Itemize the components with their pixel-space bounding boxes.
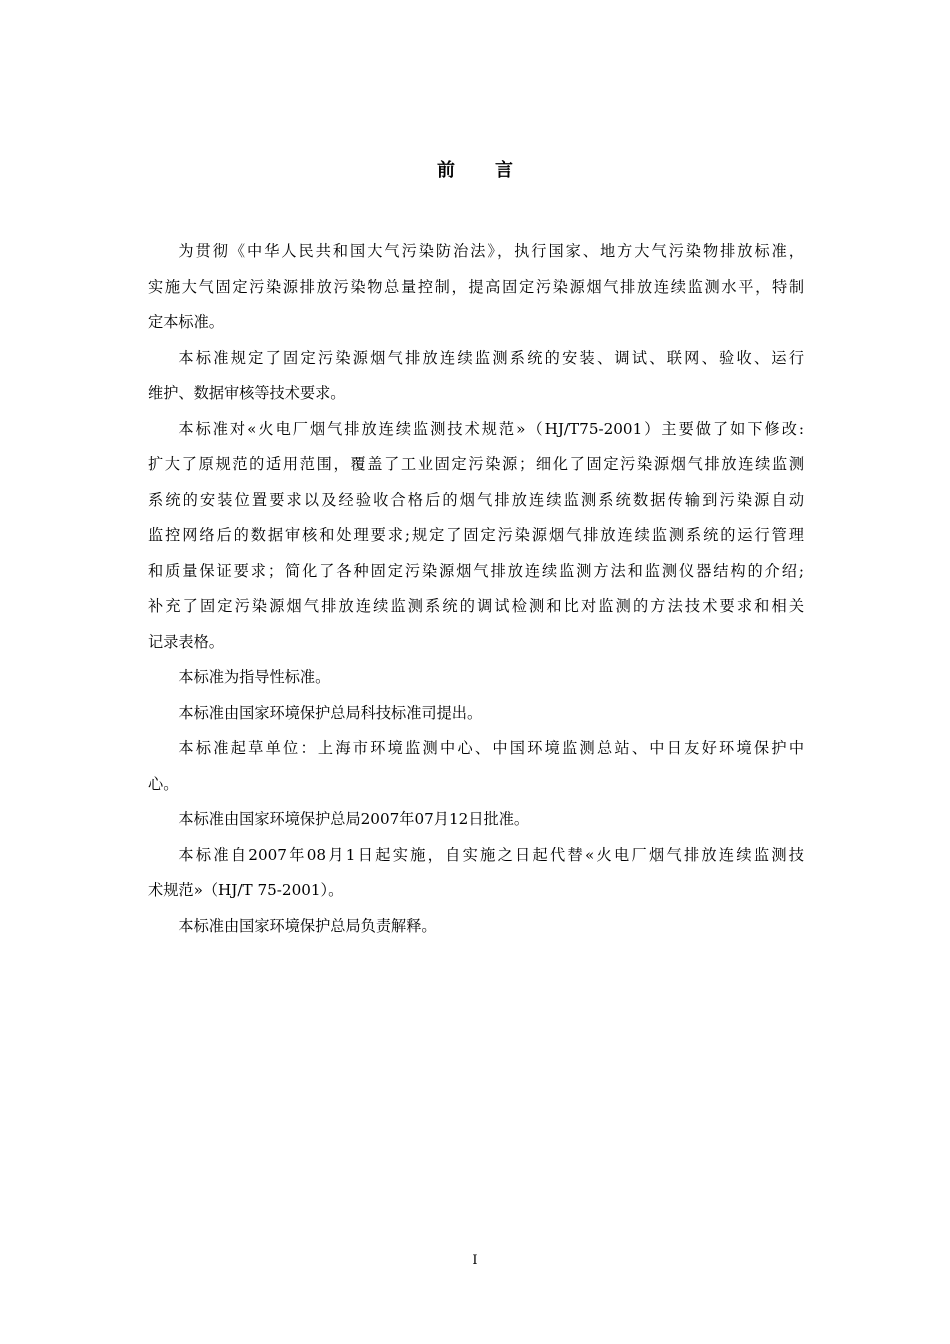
text-line: 本标准为指导性标准。	[178, 668, 331, 686]
paragraph-scope	[148, 341, 804, 412]
text-line: 系统的安装位置要求以及经验收合格后的烟气排放连续监测系统数据传输到污染源自动	[148, 490, 804, 509]
paragraph-proposer	[148, 696, 804, 732]
text-line: 维护、数据审核等技术要求。	[148, 384, 346, 402]
page-title: 前言	[437, 160, 553, 181]
paragraph-effective-date	[148, 838, 804, 909]
text-line: 扩大了原规范的适用范围，覆盖了工业固定污染源；细化了固定污染源烟气排放连续监测	[148, 455, 804, 473]
paragraph-revisions	[148, 412, 804, 661]
text-line: 为贯彻《中华人民共和国大气污染防治法》，执行国家、地方大气污染物排放标准，	[178, 242, 804, 260]
text-line: 本标准规定了固定污染源烟气排放连续监测系统的安装、调试、联网、验收、运行	[178, 348, 804, 367]
paragraph-drafters	[148, 731, 804, 802]
text-line: 本标准由国家环境保护总局负责解释。	[178, 916, 437, 935]
text-line: 心。	[148, 774, 179, 793]
text-line: 补充了固定污染源烟气排放连续监测系统的调试检测和比对监测的方法技术要求和相关	[148, 597, 804, 615]
paragraph-purpose	[148, 234, 804, 341]
preface-body	[148, 234, 804, 944]
text-line: 实施大气固定污染源排放污染物总量控制，提高固定污染源烟气排放连续监测水平，特制	[148, 277, 804, 296]
text-line: 术规范»（HJ/T 75-2001）。	[148, 881, 344, 899]
text-line: 定本标准。	[148, 313, 224, 331]
text-line: 监控网络后的数据审核和处理要求;规定了固定污染源烟气排放连续监测系统的运行管理	[148, 526, 804, 544]
text-line: 本标准由国家环境保护总局2007年07月12日批准。	[178, 810, 530, 828]
text-line: 和质量保证要求；简化了各种固定污染源烟气排放连续监测方法和监测仪器结构的介绍;	[148, 561, 804, 580]
text-line: 本标准由国家环境保护总局科技标准司提出。	[178, 703, 483, 722]
paragraph-interpretation	[148, 909, 804, 945]
text-line: 本标准自2007年08月1日起实施，自实施之日起代替«火电厂烟气排放连续监测技	[178, 845, 804, 864]
text-line: 本标准对«火电厂烟气排放连续监测技术规范»（HJ/T75-2001）主要做了如下修改:	[178, 419, 804, 438]
text-line: 记录表格。	[148, 632, 224, 651]
page-number: I	[472, 1253, 478, 1268]
paragraph-approval	[148, 802, 804, 838]
paragraph-status	[148, 660, 804, 696]
text-line: 本标准起草单位：上海市环境监测中心、中国环境监测总站、中日友好环境保护中	[178, 739, 804, 757]
